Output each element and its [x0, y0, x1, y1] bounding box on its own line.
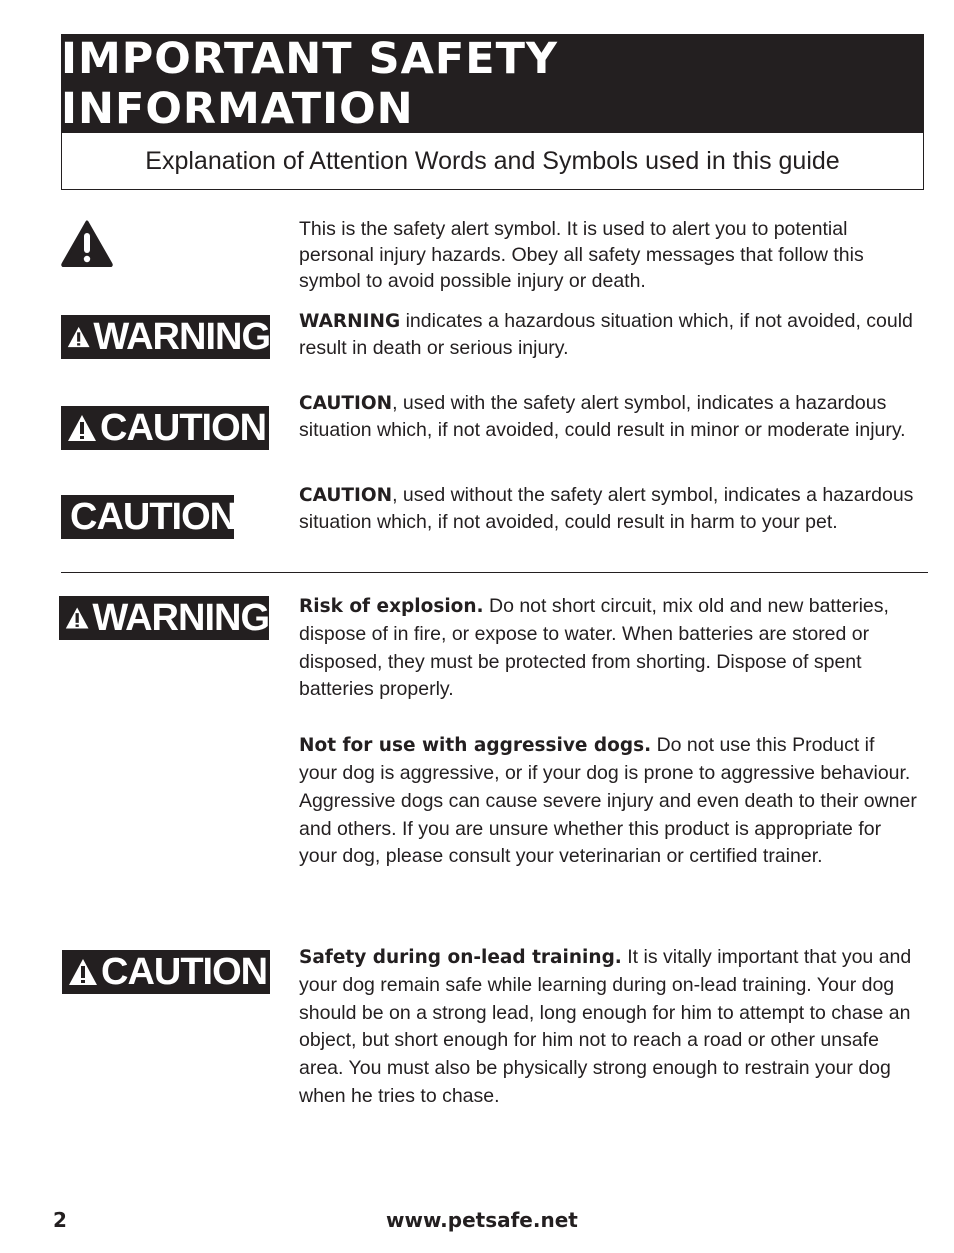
alert-triangle-icon — [67, 323, 90, 351]
on-lead-training-heading: Safety during on-lead training. — [299, 947, 622, 968]
safety-alert-icon — [61, 220, 113, 271]
legend-caution-no-symbol-text — [299, 482, 917, 535]
page-subtitle: Explanation of Attention Words and Symbols used in this guide — [61, 133, 924, 190]
caution-sign-label: CAUTION — [101, 950, 268, 993]
legend-caution-no-symbol-description: , used without the safety alert symbol, indicates a hazardous situation which, if not avoided, could result in harm to your pet. — [299, 484, 914, 533]
on-lead-training-body: It is vitally important that you and your dog remain safe while learning during on-lead training. Your dog should be on a strong lead, long enough for him to attempt to chase an object, but short enough for him not to reach a road or other unsafe area. You must also be physically strong enough to restrain your dog when he tries to chase. — [299, 946, 912, 1107]
header-bar — [61, 34, 924, 133]
warning-sign-label: WARNING — [92, 596, 269, 639]
page-number: 2 — [53, 1208, 67, 1232]
caution-notice-text — [299, 944, 917, 1111]
alert-triangle-icon — [65, 604, 89, 632]
legend-caution-text — [299, 390, 917, 443]
legend-caution-term: CAUTION — [299, 485, 393, 506]
explosion-paragraph — [299, 593, 917, 704]
aggressive-dogs-paragraph — [299, 732, 917, 871]
legend-alert-description: This is the safety alert symbol. It is used to alert you to potential personal injury hazards. Obey all safety messages that follow this symbol to avoid possible injury or death. — [299, 218, 864, 292]
aggressive-dogs-heading: Not for use with aggressive dogs. — [299, 735, 652, 757]
caution-sign-label: CAUTION — [70, 495, 237, 538]
caution-sign — [61, 406, 269, 450]
warning-sign-label: WARNING — [93, 315, 270, 358]
warning-notice-text — [299, 593, 917, 871]
caution-sign — [62, 950, 270, 994]
legend-warning-term: WARNING — [299, 311, 401, 332]
explosion-heading: Risk of explosion. — [299, 596, 484, 617]
legend-caution-term: CAUTION — [299, 393, 393, 414]
footer-url: www.petsafe.net — [386, 1208, 578, 1232]
alert-triangle-icon — [68, 958, 98, 986]
legend-alert-text — [299, 216, 917, 294]
section-divider — [61, 572, 928, 573]
warning-sign — [61, 315, 270, 359]
on-lead-training-paragraph — [299, 944, 917, 1111]
legend-warning-description: indicates a hazardous situation which, if not avoided, could result in death or serious injury. — [299, 310, 913, 359]
page-title: IMPORTANT SAFETY INFORMATION — [61, 33, 559, 134]
legend-caution-description: , used with the safety alert symbol, indicates a hazardous situation which, if not avoided, could result in minor or moderate injury. — [299, 392, 906, 441]
explosion-body: Do not short circuit, mix old and new batteries, dispose of in fire, or expose to water. When batteries are stored or disposed, they must be protected from shorting. Dispose of spent batteries properly. — [299, 595, 889, 701]
caution-sign-no-symbol — [61, 495, 237, 539]
caution-sign-label: CAUTION — [100, 406, 267, 449]
legend-warning-text — [299, 308, 917, 361]
warning-sign — [59, 596, 269, 640]
aggressive-dogs-body: Do not use this Product if your dog is aggressive, or if your dog is prone to aggressive behaviour. Aggressive dogs can cause severe injury and even death to their owner and others. If you are unsure whether this product is appropriate for your dog, please consult your veterinarian or certified trainer. — [299, 734, 917, 868]
alert-triangle-icon — [67, 414, 97, 442]
